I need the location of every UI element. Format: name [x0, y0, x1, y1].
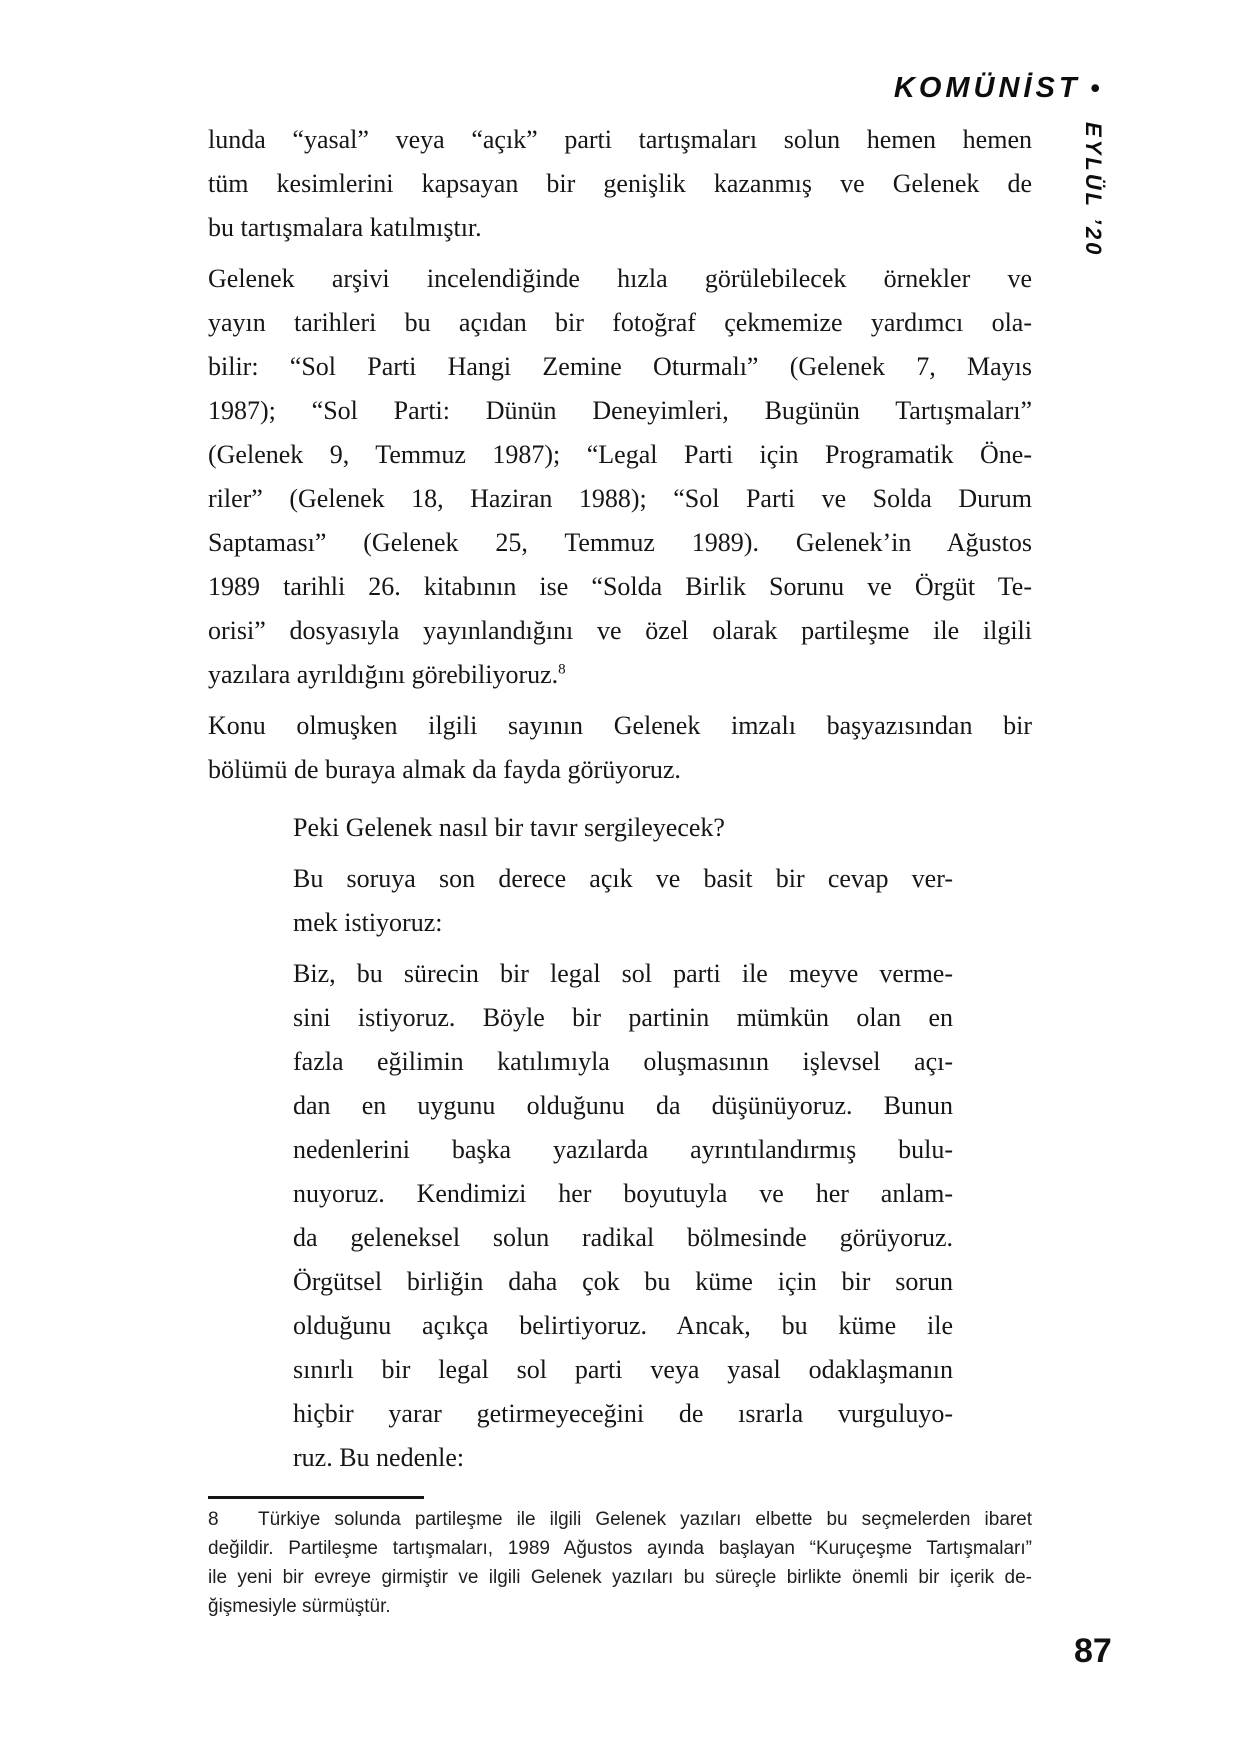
article-body [208, 118, 1032, 792]
footnote-ref: 8 [558, 661, 566, 678]
masthead-bullet-icon: • [1090, 73, 1100, 103]
line-text: bu tartışmalara katılmıştır. [208, 213, 482, 242]
text-line [293, 806, 953, 850]
text-line [293, 1348, 953, 1392]
paragraph [208, 1505, 1032, 1621]
text-line [293, 857, 953, 901]
paragraph [293, 806, 953, 850]
text-line [293, 1216, 953, 1260]
line-text: ruz. Bu nedenle: [293, 1443, 465, 1472]
line-text: 1987); “Sol Parti: Dünün Deneyimleri, Bugünün Tartışmaları” [208, 396, 1032, 425]
text-line [293, 1392, 953, 1436]
paragraph [208, 704, 1032, 792]
line-text: Saptaması” (Gelenek 25, Temmuz 1989). Gelenek’in Ağustos [208, 528, 1032, 557]
text-line [208, 1505, 1032, 1534]
line-text: dan en uygunu olduğunu da düşünüyoruz. Bunun [293, 1091, 953, 1120]
blockquote [293, 806, 953, 1480]
paragraph [208, 257, 1032, 697]
paragraph [293, 857, 953, 945]
text-line [208, 1563, 1032, 1592]
text-line [208, 565, 1032, 609]
text-line [208, 477, 1032, 521]
page-number: 87 [1074, 1632, 1112, 1670]
text-line [208, 345, 1032, 389]
line-text: ğişmesiyle sürmüştür. [208, 1596, 391, 1617]
text-line [293, 1084, 953, 1128]
line-text: değildir. Partileşme tartışmaları, 1989 Ağustos ayında başlayan “Kuruçeşme Tartışmaları” [208, 1538, 1032, 1559]
text-line [293, 1172, 953, 1216]
text-line [208, 1592, 1032, 1621]
text-line [293, 996, 953, 1040]
line-text: Bu soruya son derece açık ve basit bir cevap ver- [293, 864, 953, 893]
footnote-divider [208, 1496, 424, 1499]
text-line [208, 301, 1032, 345]
text-line [208, 521, 1032, 565]
line-text: (Gelenek 9, Temmuz 1987); “Legal Parti için Programatik Öne- [208, 440, 1032, 469]
text-line [208, 118, 1032, 162]
line-text: sini istiyoruz. Böyle bir partinin mümkün olan en [293, 1003, 953, 1032]
line-text: fazla eğilimin katılımıyla oluşmasının işlevsel açı- [293, 1047, 953, 1076]
line-text: Türkiye solunda partileşme ile ilgili Gelenek yazıları elbette bu seçmelerden ibaret [258, 1509, 1032, 1530]
line-text: da geleneksel solun radikal bölmesinde görüyoruz. [293, 1223, 953, 1252]
paragraph [208, 118, 1032, 250]
line-text: lunda “yasal” veya “açık” parti tartışmaları solun hemen hemen [208, 125, 1032, 154]
text-line [208, 1534, 1032, 1563]
text-line [208, 609, 1032, 653]
line-text: nuyoruz. Kendimizi her boyutuyla ve her anlam- [293, 1179, 953, 1208]
line-text: Gelenek arşivi incelendiğinde hızla görülebilecek örnekler ve [208, 264, 1032, 293]
line-text: hiçbir yarar getirmeyeceğini de ısrarla vurguluyo- [293, 1399, 953, 1428]
text-line [293, 1260, 953, 1304]
text-line [293, 901, 953, 945]
text-line [208, 206, 1032, 250]
journal-title: KOMÜNİST [893, 72, 1081, 104]
line-text: sınırlı bir legal sol parti veya yasal odaklaşmanın [293, 1355, 953, 1384]
text-line [208, 433, 1032, 477]
line-text: mek istiyoruz: [293, 908, 443, 937]
text-line [293, 1436, 953, 1480]
text-line [208, 748, 1032, 792]
line-text: Biz, bu sürecin bir legal sol parti ile meyve verme- [293, 959, 953, 988]
text-column [208, 118, 1032, 1621]
line-text: bilir: “Sol Parti Hangi Zemine Oturmalı” (Gelenek 7, Mayıs [208, 352, 1032, 381]
text-line [208, 653, 1032, 697]
text-line [208, 257, 1032, 301]
text-line [208, 704, 1032, 748]
line-text: olduğunu açıkça belirtiyoruz. Ancak, bu küme ile [293, 1311, 953, 1340]
line-text: ile yeni bir evreye girmiştir ve ilgili Gelenek yazıları bu süreçle birlikte önemli bir içerik de- [208, 1567, 1032, 1588]
paragraph [293, 952, 953, 1480]
line-text: nedenlerini başka yazılarda ayrıntılandırmış bulu- [293, 1135, 953, 1164]
line-text: tüm kesimlerini kapsayan bir genişlik kazanmış ve Gelenek de [208, 169, 1032, 198]
journal-masthead [894, 72, 1100, 105]
text-line [208, 162, 1032, 206]
text-line [293, 1304, 953, 1348]
text-line [293, 1128, 953, 1172]
line-text: yazılara ayrıldığını görebiliyoruz. [208, 660, 559, 689]
line-text: orisi” dosyasıyla yayınlandığını ve özel olarak partileşme ile ilgili [208, 616, 1032, 645]
line-text: Örgütsel birliğin daha çok bu küme için bir sorun [293, 1267, 953, 1296]
issue-date-vertical: EYLÜL ’20 [1081, 122, 1106, 258]
text-line [293, 952, 953, 996]
line-text: yayın tarihleri bu açıdan bir fotoğraf çekmemize yardımcı ola- [208, 308, 1032, 337]
line-text: 1989 tarihli 26. kitabının ise “Solda Birlik Sorunu ve Örgüt Te- [208, 572, 1032, 601]
text-line [293, 1040, 953, 1084]
line-text: riler” (Gelenek 18, Haziran 1988); “Sol Parti ve Solda Durum [208, 484, 1032, 513]
text-line [208, 389, 1032, 433]
line-text: bölümü de buraya almak da fayda görüyoruz. [208, 755, 681, 784]
footnote-number: 8 [208, 1509, 219, 1530]
footnote [208, 1505, 1032, 1621]
line-text: Peki Gelenek nasıl bir tavır sergileyecek? [293, 813, 725, 842]
line-text: Konu olmuşken ilgili sayının Gelenek imzalı başyazısından bir [208, 711, 1032, 740]
